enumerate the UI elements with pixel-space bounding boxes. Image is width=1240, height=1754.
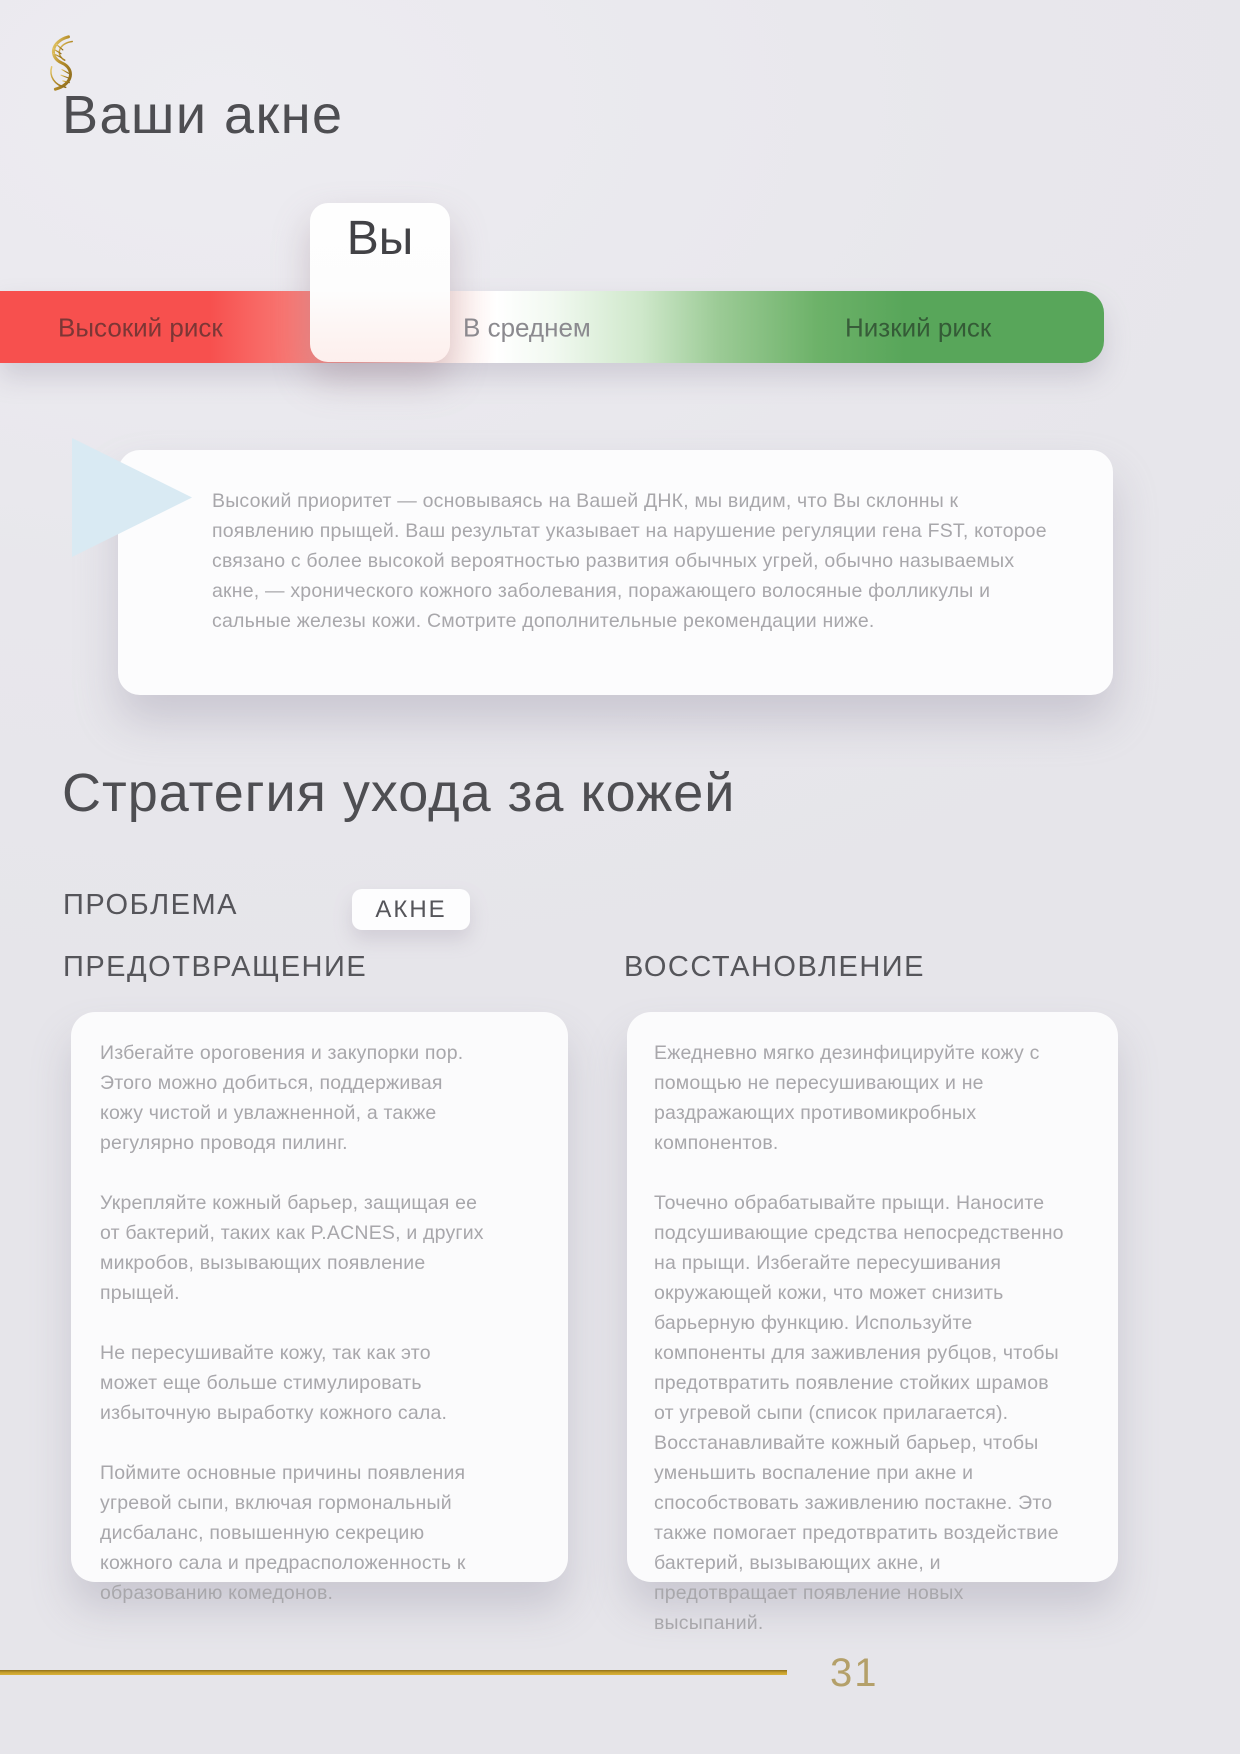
recovery-card <box>627 1012 1118 1634</box>
column-header-recovery: ВОССТАНОВЛЕНИЕ <box>624 951 925 983</box>
card-paragraph: Укрепляйте кожный барьер, защищая ее от бактерий, таких как P.ACNES, и других микробов, вызывающих появление прыщей. <box>100 1192 484 1304</box>
card-paragraph: Точечно обрабатывайте прыщи. Наносите подсушивающие средства непосредственно на прыщи. Избегайте пересушивания окружающей кожи, что может снизить барьерную функцию. Используйте компоненты для заживления рубцов, чтобы предотвратить появление стойких шрамов от угревой сыпи (список прилагается). Восстанавливайте кожный барьер, чтобы уменьшить воспаление при акне и способствовать заживлению постакне. Это также помогает предотвратить воздействие бактерий, вызывающих акне, и предотвращает появление новых высыпаний. <box>654 1192 1064 1634</box>
footer-divider <box>0 1670 787 1675</box>
risk-label-high: Высокий риск <box>58 312 223 343</box>
risk-gradient-bar <box>0 291 1104 363</box>
page-title: Ваши акне <box>62 85 344 145</box>
you-marker-label: Вы <box>346 212 414 265</box>
summary-text: Высокий приоритет — основываясь на Вашей ДНК, мы видим, что Вы склонны к появлению прыщей. Ваш результат указывает на нарушение регуляции гена FST, которое связано с более высокой вероятностью развития обычных угрей, обычно называемых акне, — хронического кожного заболевания, поражающего волосяные фолликулы и сальные железы кожи. Смотрите дополнительные рекомендации ниже. <box>212 490 1047 632</box>
you-marker-card <box>310 203 450 362</box>
column-header-prevention: ПРЕДОТВРАЩЕНИЕ <box>63 951 368 983</box>
card-paragraph: Ежедневно мягко дезинфицируйте кожу с помощью не пересушивающих и не раздражающих противомикробных компонентов. <box>654 1042 1040 1154</box>
card-paragraph: Не пересушивайте кожу, так как это может еще больше стимулировать избыточную выработку кожного сала. <box>100 1342 448 1424</box>
acne-badge: АКНЕ <box>352 889 470 930</box>
card-paragraph: Поймите основные причины появления угревой сыпи, включая гормональный дисбаланс, повышенную секрецию кожного сала и предрасположенность к образованию комедонов. <box>100 1462 466 1604</box>
section-title: Стратегия ухода за кожей <box>62 763 736 823</box>
summary-card <box>118 450 1113 695</box>
card-paragraph: Избегайте ороговения и закупорки пор. Этого можно добиться, поддерживая кожу чистой и увлажненной, а также регулярно проводя пилинг. <box>100 1042 464 1154</box>
prevention-card <box>71 1012 568 1604</box>
risk-label-average: В среднем <box>463 312 591 343</box>
risk-label-low: Низкий риск <box>845 312 992 343</box>
problem-label: ПРОБЛЕМА <box>63 889 239 921</box>
page-number: 31 <box>830 1651 879 1695</box>
